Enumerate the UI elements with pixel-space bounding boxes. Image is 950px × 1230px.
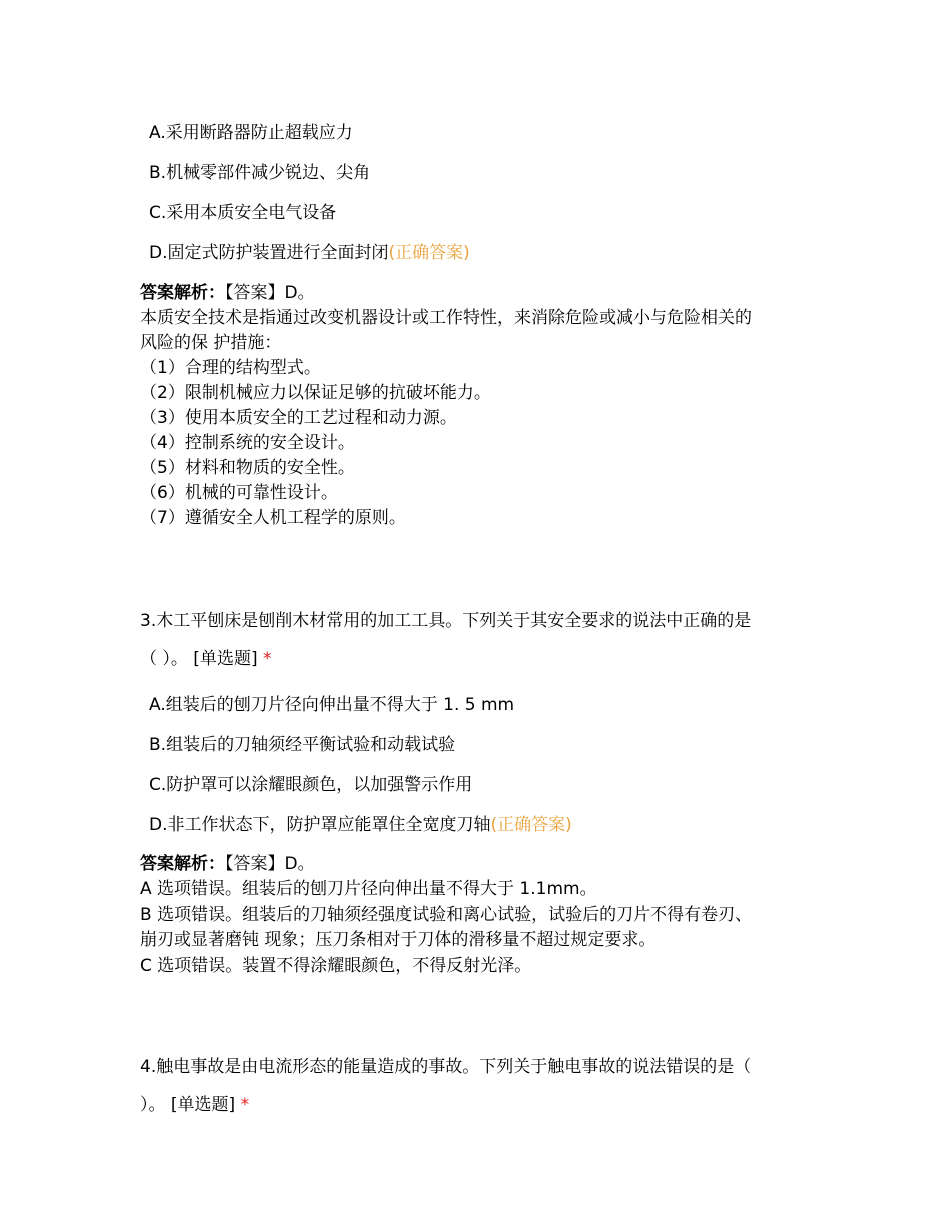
q2-option-d-text: D.固定式防护装置进行全面封闭 [149,243,389,263]
q3-required-mark: * [262,649,272,669]
q3-option-d-text: D.非工作状态下，防护罩应能罩住全宽度刀轴 [149,815,491,835]
q2-analysis-line: 本质安全技术是指通过改变机器设计或工作特性，来消除危险或减小与危险相关的 [140,308,752,328]
q3-option-c[interactable]: C.防护罩可以涂耀眼颜色，以加强警示作用 [149,775,473,795]
q2-analysis-label: 答案解析： [140,283,225,303]
q3-analysis-line: C 选项错误。装置不得涂耀眼颜色，不得反射光泽。 [140,956,532,976]
q3-analysis-line: B 选项错误。组装后的刀轴须经强度试验和离心试验，试验后的刀片不得有卷刃、 [140,905,753,925]
q2-analysis-line: 风险的保 护措施： [140,333,282,353]
q3-analysis-label: 答案解析： [140,854,225,874]
q3-option-b[interactable]: B.组装后的刀轴须经平衡试验和动载试验 [149,735,456,755]
q3-analysis-line: A 选项错误。组装后的刨刀片径向伸出量不得大于 1.1mm。 [140,879,597,899]
q2-analysis-line: （4）控制系统的安全设计。 [140,433,355,453]
q3-correct-tag: (正确答案) [490,815,572,835]
q2-option-b[interactable]: B.机械零部件减少锐边、尖角 [149,163,371,183]
q2-analysis-line: （6）机械的可靠性设计。 [140,483,338,503]
q2-correct-tag: (正确答案) [388,243,470,263]
q4-question-text-cont [140,1094,249,1116]
q3-analysis-answer: 【答案】D。 [225,854,315,874]
q3-option-d[interactable] [149,814,572,836]
q3-analysis-line: 崩刃或显著磨钝 现象；压刀条相对于刀体的滑移量不超过规定要求。 [140,930,656,950]
q2-analysis-line: （3）使用本质安全的工艺过程和动力源。 [140,408,457,428]
q2-analysis-line: （5）材料和物质的安全性。 [140,458,355,478]
q2-analysis-answer: 【答案】D。 [225,283,315,303]
q3-question-type: （ ）。 [单选题] [140,649,258,669]
q2-analysis-line: （7）遵循安全人机工程学的原则。 [140,508,406,528]
q2-option-d[interactable] [149,242,470,264]
q2-analysis-line: （2）限制机械应力以保证足够的抗破坏能力。 [140,383,491,403]
q3-question-text-cont [140,648,271,670]
q3-option-a[interactable]: A.组装后的刨刀片径向伸出量不得大于 1. 5 mm [149,695,515,715]
q4-question-text: 4.触电事故是由电流形态的能量造成的事故。下列关于触电事故的说法错误的是（ [140,1057,752,1077]
q4-question-type: ）。 [单选题] [140,1095,236,1115]
q2-analysis-title [140,282,315,304]
q4-required-mark: * [240,1095,250,1115]
q3-question-text: 3.木工平刨床是刨削木材常用的加工工具。下列关于其安全要求的说法中正确的是 [140,611,752,631]
q2-analysis-line: （1）合理的结构型式。 [140,358,321,378]
q2-option-a[interactable]: A.采用断路器防止超载应力 [149,123,353,143]
q2-option-c[interactable]: C.采用本质安全电气设备 [149,203,337,223]
q3-analysis-title [140,853,315,875]
